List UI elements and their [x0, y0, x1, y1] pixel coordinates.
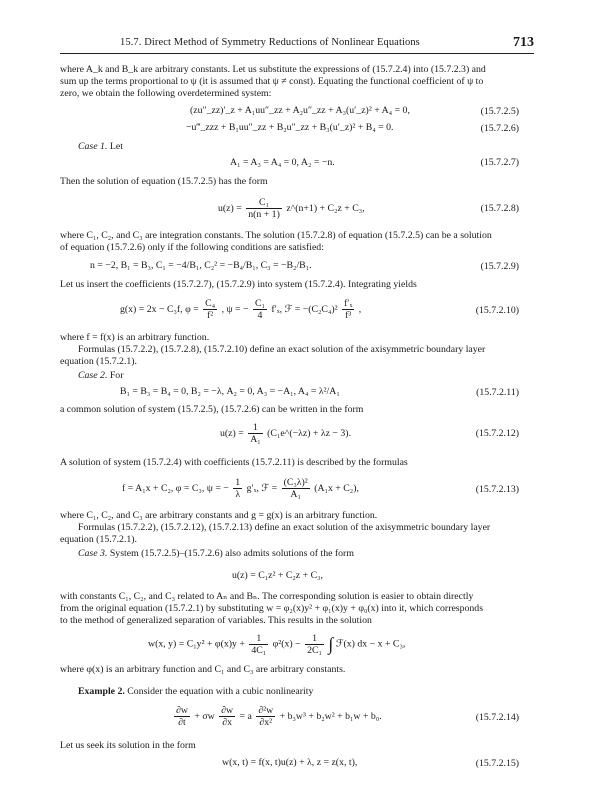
paragraph-line: from the original equation (15.7.2.1) by substituting w = φ₂(x)y² + φ₁(x)y + φ₀(x) into it, which corresponds	[60, 603, 484, 614]
paragraph-line: with constants C₁, C₂, and C₃ related to Aₙ and Bₙ. The corresponding solution is easier to obtain directly	[60, 591, 474, 602]
paragraph-line: to the method of generalized separation of variables. This results in the solution	[60, 615, 372, 626]
fraction-denominator: 2C₁	[307, 644, 322, 656]
case-label: Case 1.	[78, 141, 108, 152]
paragraph-line: Formulas (15.7.2.2), (15.7.2.8), (15.7.2.10) define an exact solution of the axisymmetric boundary layer	[78, 344, 486, 355]
fraction	[342, 298, 354, 321]
paragraph-line: where C₁, C₂, and C₃ are integration constants. The solution (15.7.2.8) of equation (15.7.2.5) can be a solution	[60, 230, 492, 241]
eq-part: ℱ(x) dx − x + C₃,	[335, 638, 406, 650]
equation-number: (15.7.2.11)	[476, 387, 519, 398]
eq-part: f′ₓ, ℱ = −(C₂C₄)²	[271, 304, 338, 315]
example-label: Example 2.	[78, 686, 125, 697]
eq-part: (A₁x + C₂),	[314, 483, 359, 494]
fraction	[253, 298, 267, 321]
equation-number: (15.7.2.14)	[475, 712, 519, 723]
fraction	[249, 633, 268, 656]
fraction	[248, 422, 263, 445]
fraction-numerator: ∂w	[221, 705, 234, 717]
fraction	[203, 298, 217, 321]
case-text: Let	[109, 141, 123, 152]
equation-number: (15.7.2.15)	[475, 758, 519, 769]
equation-15-7-2-6: −u‴_zzz + B₁uu″_zz + B₂u″_zz + B₃(u′_z)² + B₄ = 0.	[186, 122, 394, 133]
equation-number: (15.7.2.9)	[480, 261, 519, 272]
eq-part: f = A₁x + C₂, φ = C₃, ψ = −	[122, 483, 229, 494]
equation-case-3: u(z) = C₁z² + C₂z + C₃,	[232, 570, 323, 581]
fraction-numerator: C₁	[255, 298, 265, 310]
equation-number: (15.7.2.8)	[480, 203, 519, 214]
fraction-denominator: f³	[345, 310, 352, 322]
example-text: Consider the equation with a cubic nonlinearity	[127, 686, 314, 697]
fraction-denominator: f²	[207, 310, 214, 322]
fraction-numerator: f′ₓ	[344, 298, 353, 310]
case-3-heading	[78, 548, 354, 560]
equation-solution	[148, 628, 405, 660]
fraction	[233, 477, 242, 500]
eq-part: + b₃w³ + b₂w² + b₁w + b₀.	[279, 711, 382, 722]
paragraph-line: A solution of system (15.7.2.4) with coefficients (15.7.2.11) is described by the formulas	[60, 457, 408, 468]
equation-number: (15.7.2.13)	[475, 484, 519, 495]
fraction-denominator: 4	[257, 310, 263, 322]
fraction	[305, 633, 324, 656]
eq-part: ,	[358, 304, 362, 315]
eq-rhs: z^(n+1) + C₂z + C₃,	[286, 203, 365, 214]
example-heading	[78, 686, 313, 698]
case-text: For	[109, 370, 124, 381]
equation-number: (15.7.2.5)	[480, 106, 519, 117]
paragraph-line: sum up the terms proportional to ψ (it is assumed that ψ ≠ const). Equating the functional coefficient of ψ to	[60, 76, 484, 87]
fraction-numerator: 1	[235, 477, 241, 489]
fraction-denominator: n(n + 1)	[248, 209, 280, 221]
fraction-numerator: 1	[249, 633, 268, 645]
paragraph-line: of equation (15.7.2.6) only if the following conditions are satisfied:	[60, 242, 324, 253]
fraction-numerator: 1	[248, 422, 263, 434]
equation-15-7-2-13	[122, 473, 359, 505]
case-2-heading	[78, 370, 123, 382]
fraction	[256, 705, 275, 728]
paragraph-line: a common solution of system (15.7.2.5), (15.7.2.6) can be written in the form	[60, 404, 364, 415]
fraction-numerator: C₁	[246, 197, 282, 209]
fraction-numerator: 1	[305, 633, 324, 645]
fraction-numerator: (C₃λ)²	[283, 477, 308, 489]
case-text: System (15.7.2.5)–(15.7.2.6) also admits solutions of the form	[109, 548, 354, 559]
eq-lhs: u(z) =	[220, 428, 244, 439]
fraction	[246, 197, 282, 220]
equation-15-7-2-5: (zu″_zz)′_z + A₁uu″_zz + A₂u″_zz + A₃(u′_z)² + A₄ = 0,	[190, 105, 410, 116]
eq-part: g(x) = 2x − C₃f, φ =	[120, 304, 199, 315]
equation-15-7-2-11: B₁ = B₃ = B₄ = 0, B₂ = −λ, A₂ = 0, A₃ = −A₁, A₄ = λ²/A₁	[120, 386, 340, 397]
fraction-denominator: 4C₁	[251, 644, 267, 656]
fraction-denominator: λ	[235, 489, 241, 501]
fraction-numerator: ∂²w	[258, 705, 274, 717]
eq-rhs: (C₁e^(−λz) + λz − 3).	[267, 428, 352, 439]
paragraph-line: where f = f(x) is an arbitrary function.	[60, 332, 210, 343]
paragraph-line: where φ(x) is an arbitrary function and C₁ and C₃ are arbitrary constants.	[60, 664, 346, 675]
eq-lhs: u(z) =	[218, 203, 242, 214]
equation-15-7-2-14	[172, 701, 382, 733]
fraction-denominator: ∂t	[178, 717, 186, 729]
eq-part: g′ₓ, ℱ =	[246, 483, 278, 494]
fraction-denominator: A₁	[250, 434, 261, 446]
equation-15-7-2-7: A₁ = A₃ = A₄ = 0, A₂ = −n.	[230, 157, 335, 168]
header-title: 15.7. Direct Method of Symmetry Reductions of Nonlinear Equations	[120, 37, 420, 48]
fraction-numerator: ∂w	[176, 705, 188, 717]
equation-15-7-2-10	[120, 294, 361, 326]
equation-15-7-2-8	[218, 194, 365, 224]
case-label: Case 2.	[78, 370, 108, 381]
paragraph-line: equation (15.7.2.1).	[60, 534, 137, 545]
fraction-denominator: A₁	[290, 489, 301, 501]
case-label: Case 3.	[78, 548, 108, 559]
eq-part: + σw	[194, 711, 215, 722]
equation-number: (15.7.2.10)	[475, 305, 519, 316]
paragraph-line: where A_k and B_k are arbitrary constants. Let us substitute the expressions of (15.7.2.4) into (15.7.2.3) and	[60, 64, 486, 75]
equation-15-7-2-9: n = −2, B₁ = B₃, C₁ = −4/B₁, C₂² = −B₄/B₁, C₃ = −B₂/B₁.	[90, 260, 312, 271]
equation-15-7-2-15: w(x, t) = f(x, t)u(z) + λ, z = z(x, t),	[222, 757, 358, 768]
equation-number: (15.7.2.6)	[480, 123, 519, 134]
eq-part: φ²(x) −	[272, 638, 301, 650]
eq-part: w(x, y) = C₁y² + φ(x)y +	[148, 638, 245, 650]
fraction-denominator: ∂x	[222, 717, 232, 729]
paragraph-line: zero, we obtain the following overdetermined system:	[60, 88, 272, 99]
equation-number: (15.7.2.7)	[480, 157, 519, 168]
eq-part: = a	[239, 711, 252, 722]
fraction	[219, 705, 235, 728]
paragraph-line: Then the solution of equation (15.7.2.5) has the form	[60, 176, 268, 187]
running-header	[60, 37, 534, 54]
paragraph-line: Let us seek its solution in the form	[60, 740, 196, 751]
case-1-heading	[78, 141, 123, 153]
fraction-denominator: ∂x²	[259, 717, 273, 729]
paragraph-line: Let us insert the coefficients (15.7.2.7), (15.7.2.9) into system (15.7.2.4). Integrating yields	[60, 279, 417, 290]
eq-part: , ψ = −	[221, 304, 249, 315]
paragraph-line: where C₁, C₂, and C₃ are arbitrary constants and g = g(x) is an arbitrary function.	[60, 510, 378, 521]
integral-sign: ∫	[328, 634, 334, 654]
fraction	[174, 705, 190, 728]
paragraph-line: Formulas (15.7.2.2), (15.7.2.12), (15.7.2.13) define an exact solution of the axisymmetric boundary layer	[78, 522, 491, 533]
fraction-numerator: C₄	[205, 298, 216, 310]
page-number: 713	[513, 35, 534, 50]
paragraph-line: equation (15.7.2.1).	[60, 356, 137, 367]
fraction	[282, 477, 310, 500]
equation-number: (15.7.2.12)	[475, 428, 519, 439]
equation-15-7-2-12	[220, 419, 351, 449]
